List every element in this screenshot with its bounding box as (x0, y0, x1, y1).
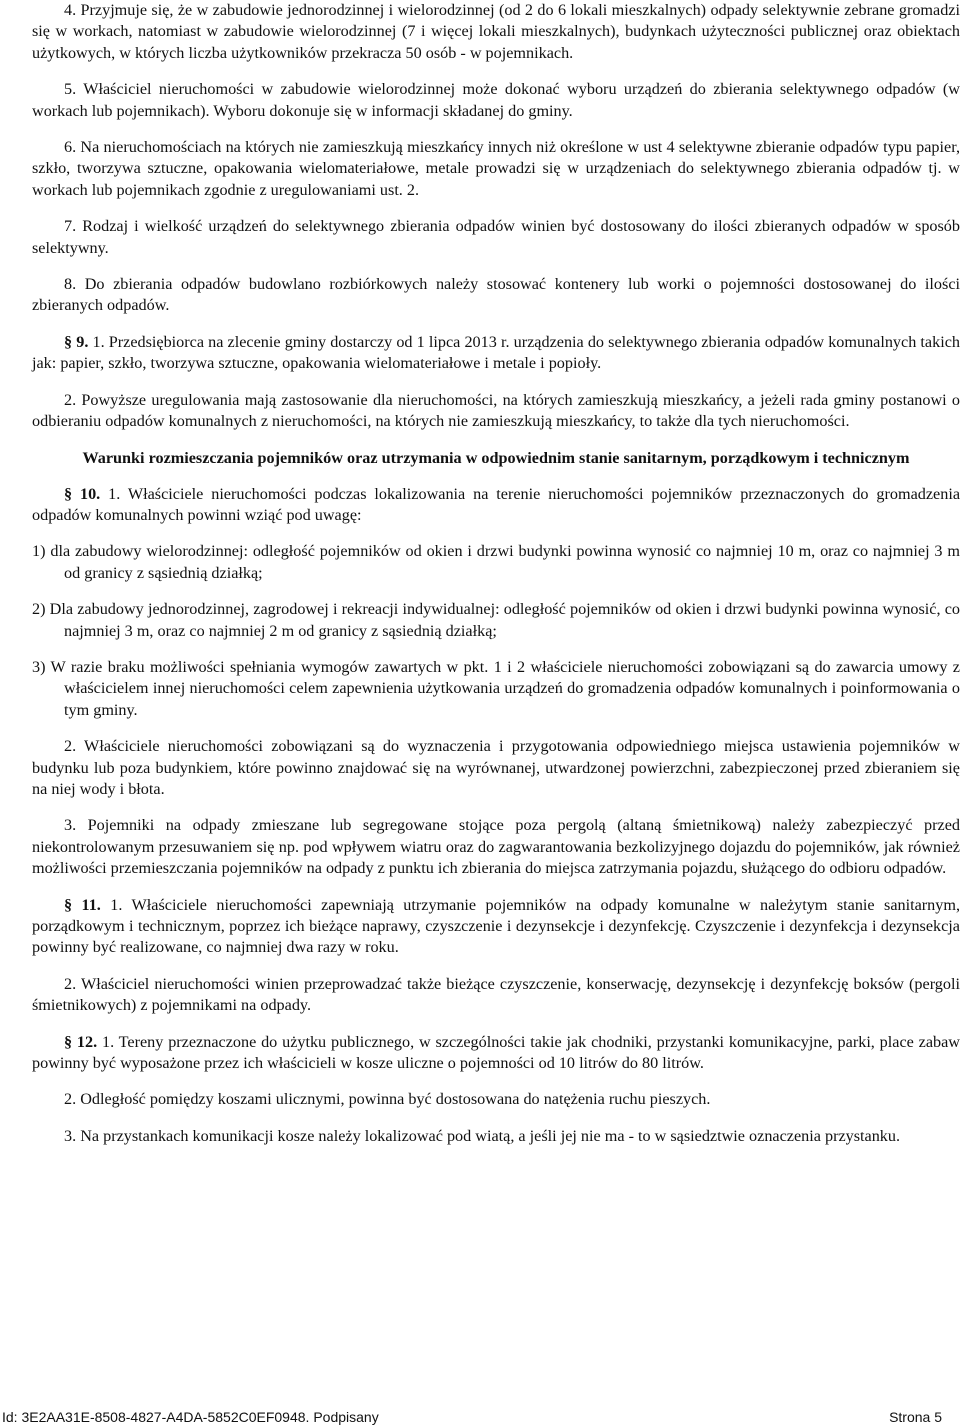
section-9-para-1-text: 1. Przedsiębiorca na zlecenie gminy dostarczy od 1 lipca 2013 r. urządzenia do selektywnego zbierania odpadów komunalnych takich jak: papier, szkło, tworzywa sztuczne, opakowania wielomateriałowe i metale i popioły. (32, 332, 960, 373)
section-12-para-3: 3. Na przystankach komunikacji kosze należy lokalizować pod wiatą, a jeśli jej nie ma - to w sąsiedztwie oznaczenia przystanku. (64, 1126, 901, 1145)
paragraph-7: 7. Rodzaj i wielkość urządzeń do selektywnego zbierania odpadów winien być dostosowany do ilości zbieranych odpadów w sposób selektywny. (32, 217, 960, 257)
section-11-number: § 11. (64, 895, 101, 914)
paragraph-6: 6. Na nieruchomościach na których nie zamieszkują mieszkańcy innych niż określone w ust 4 selektywne zbieranie odpadów typu papier, szkło, tworzywa sztuczne, opakowania wielomateriałowe, metale prowadzi się w urządzeniach do selektywnego zbierania odpadów tj. w workach lub pojemnikach zgodnie z uregulowaniami ust. 2. (32, 138, 960, 199)
section-10-item-3: 3) W razie braku możliwości spełniania wymogów zawartych w pkt. 1 i 2 właściciele nieruchomości zobowiązani są do zawarcia umowy z właścicielem innej nieruchomości celem zapewnienia użytkowania urządzeń do gromadzenia odpadów komunalnych i poinformowania o tym gminy. (32, 657, 960, 719)
section-9-number: § 9. (64, 332, 89, 351)
section-9-para-1 (32, 332, 960, 375)
page-number: Strona 5 (889, 1409, 942, 1425)
section-12-number: § 12. (64, 1032, 98, 1051)
section-11-para-1 (32, 895, 960, 959)
section-12-para-1 (32, 1032, 960, 1075)
document-page (32, 0, 960, 1147)
document-id: Id: 3E2AA31E-8508-4827-A4DA-5852C0EF0948. Podpisany (2, 1409, 379, 1425)
section-10-item-2: 2) Dla zabudowy jednorodzinnej, zagrodowej i rekreacji indywidualnej: odległość pojemników od okien i drzwi budynki powinna wynosić, co najmniej 3 m, oraz co najmniej 2 m od granicy z sąsiednią działką; (32, 600, 960, 640)
paragraph-5: 5. Właściciel nieruchomości w zabudowie wielorodzinnej może dokonać wyboru urządzeń do zbierania selektywnego odpadów (w workach lub pojemnikach). Wyboru dokonuje się w informacji składanej do gminy. (32, 80, 960, 120)
section-heading: Warunki rozmieszczania pojemników oraz utrzymania w odpowiednim stanie sanitarnym, porządkowym i technicznym (82, 448, 910, 467)
section-10-number: § 10. (64, 484, 101, 503)
section-10-para-1-text: 1. Właściciele nieruchomości podczas lokalizowania na terenie nieruchomości pojemników przeznaczonych do gromadzenia odpadów komunalnych powinni wziąć pod uwagę: (32, 484, 960, 524)
section-10-item-1: 1) dla zabudowy wielorodzinnej: odległość pojemników od okien i drzwi budynki powinna wynosić co najmniej 10 m, oraz co najmniej 3 m od granicy z sąsiednią działką; (32, 542, 960, 582)
section-10-para-1 (32, 484, 960, 527)
section-10-para-2: 2. Właściciele nieruchomości zobowiązani są do wyznaczenia i przygotowania odpowiedniego miejsca ustawienia pojemników w budynku lub poza budynkiem, które powinno znajdować się na wyrównanej, utwardzonej powierzchni, zabezpieczonej przed zbieraniem się na niej wody i błota. (32, 737, 960, 798)
section-12-para-2: 2. Odległość pomiędzy koszami ulicznymi, powinna być dostosowana do natężenia ruchu pieszych. (64, 1090, 711, 1109)
section-10-para-3: 3. Pojemniki na odpady zmieszane lub segregowane stojące poza pergolą (altaną śmietnikową) należy zabezpieczyć przed niekontrolowanym przesuwaniem się np. pod wpływem wiatru oraz do zagwarantowania bezkolizyjnego dojazdu do pojemników, jak również możliwości przemieszczania pojemników na odpady z punktu ich zbierania do miejsca zatrzymania pojazdu, służącego do odbioru odpadów. (32, 816, 960, 878)
section-11-para-1-text: 1. Właściciele nieruchomości zapewniają utrzymanie pojemników na odpady komunalne w należytym stanie sanitarnym, porządkowym i technicznym, poprzez ich bieżące naprawy, czyszczenie i dezynsekcje i dezynfekcję. Czyszczenie i dezynfekcja i dezynsekcja powinny być realizowane, co najmniej dwa razy w roku. (32, 895, 960, 957)
section-9-para-2: 2. Powyższe uregulowania mają zastosowanie dla nieruchomości, na których zamieszkują mieszkańcy, a jeżeli rada gminy postanowi o odbieraniu odpadów komunalnych z nieruchomości, na których nie zamieszkują mieszkańcy, to także dla tych nieruchomości. (32, 390, 960, 431)
section-12-para-1-text: 1. Tereny przeznaczone do użytku publicznego, w szczególności takie jak chodniki, przystanki komunikacyjne, parki, place zabaw powinny być wyposażone przez ich właścicieli w kosze uliczne o pojemności od 10 litrów do 80 litrów. (32, 1032, 960, 1073)
section-11-para-2: 2. Właściciel nieruchomości winien przeprowadzać także bieżące czyszczenie, konserwację, dezynsekcję i dezynfekcję boksów (pergoli śmietnikowych) z pojemnikami na odpady. (32, 974, 960, 1015)
paragraph-4: 4. Przyjmuje się, że w zabudowie jednorodzinnej i wielorodzinnej (od 2 do 6 lokali mieszkalnych) odpady selektywnie zebrane gromadzi się w workach, natomiast w zabudowie wielorodzinnej (7 i więcej lokali mieszkalnych), budynkach użyteczności publicznej oraz obiektach użytkowych, w których liczba użytkowników przekracza 50 osób - w pojemnikach. (32, 1, 960, 62)
paragraph-8: 8. Do zbierania odpadów budowlano rozbiórkowych należy stosować kontenery lub worki o pojemności dostosowanej do ilości zbieranych odpadów. (32, 275, 960, 315)
